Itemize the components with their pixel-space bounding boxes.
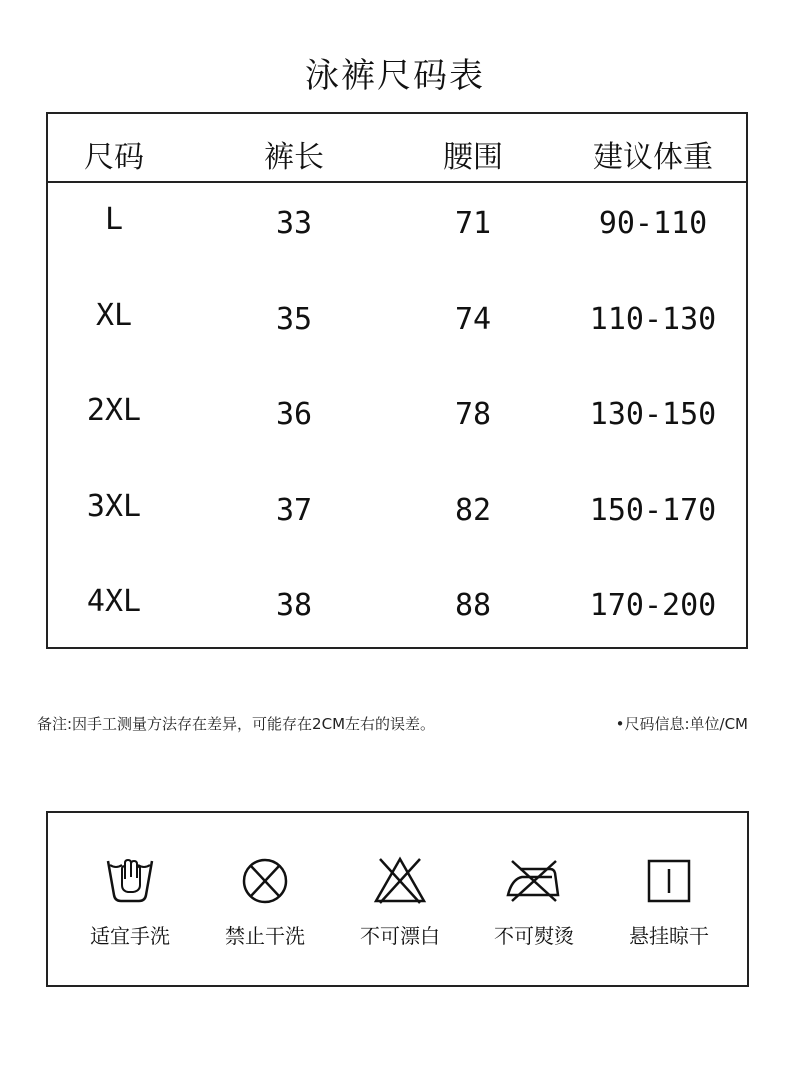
- size-table: [46, 112, 748, 649]
- length-cell: 36: [275, 397, 313, 432]
- weight-cell: 90-110: [598, 206, 708, 241]
- no-iron-icon: [506, 855, 562, 907]
- header-size: 尺码: [84, 140, 144, 175]
- care-instructions: [46, 811, 749, 987]
- waist-cell: 88: [454, 588, 492, 623]
- table-header-row: [48, 114, 746, 183]
- hand-wash-icon: [102, 855, 158, 907]
- length-cell: 37: [275, 493, 313, 528]
- header-weight: 建议体重: [593, 140, 713, 175]
- page-title: 泳裤尺码表: [305, 56, 485, 96]
- care-label: 不可熨烫: [494, 924, 574, 948]
- waist-cell: 71: [454, 206, 492, 241]
- size-cell: XL: [95, 298, 133, 333]
- header-waist: 腰围: [443, 140, 503, 175]
- care-item-no-dry-clean: [195, 813, 335, 985]
- no-dry-clean-icon: [237, 855, 293, 907]
- care-label: 悬挂晾干: [629, 924, 709, 948]
- care-item-hand-wash: [60, 813, 200, 985]
- length-cell: 35: [275, 302, 313, 337]
- hang-dry-icon: [641, 855, 697, 907]
- care-label: 适宜手洗: [90, 924, 170, 948]
- weight-cell: 110-130: [589, 302, 717, 337]
- care-item-no-iron: [464, 813, 604, 985]
- care-label: 不可漂白: [360, 924, 440, 948]
- waist-cell: 74: [454, 302, 492, 337]
- size-cell: 2XL: [86, 393, 142, 428]
- care-item-hang-dry: [599, 813, 739, 985]
- measurement-note: 备注:因手工测量方法存在差异，可能存在2CM左右的误差。: [37, 715, 436, 733]
- size-cell: 3XL: [86, 489, 142, 524]
- weight-cell: 130-150: [589, 397, 717, 432]
- size-cell: 4XL: [86, 584, 142, 619]
- weight-cell: 170-200: [589, 588, 717, 623]
- length-cell: 38: [275, 588, 313, 623]
- care-label: 禁止干洗: [225, 924, 305, 948]
- unit-note: •尺码信息:单位/CM: [615, 715, 748, 733]
- size-cell: L: [104, 202, 124, 237]
- weight-cell: 150-170: [589, 493, 717, 528]
- length-cell: 33: [275, 206, 313, 241]
- header-length: 裤长: [264, 140, 324, 175]
- waist-cell: 82: [454, 493, 492, 528]
- care-item-no-bleach: [330, 813, 470, 985]
- waist-cell: 78: [454, 397, 492, 432]
- no-bleach-icon: [372, 855, 428, 907]
